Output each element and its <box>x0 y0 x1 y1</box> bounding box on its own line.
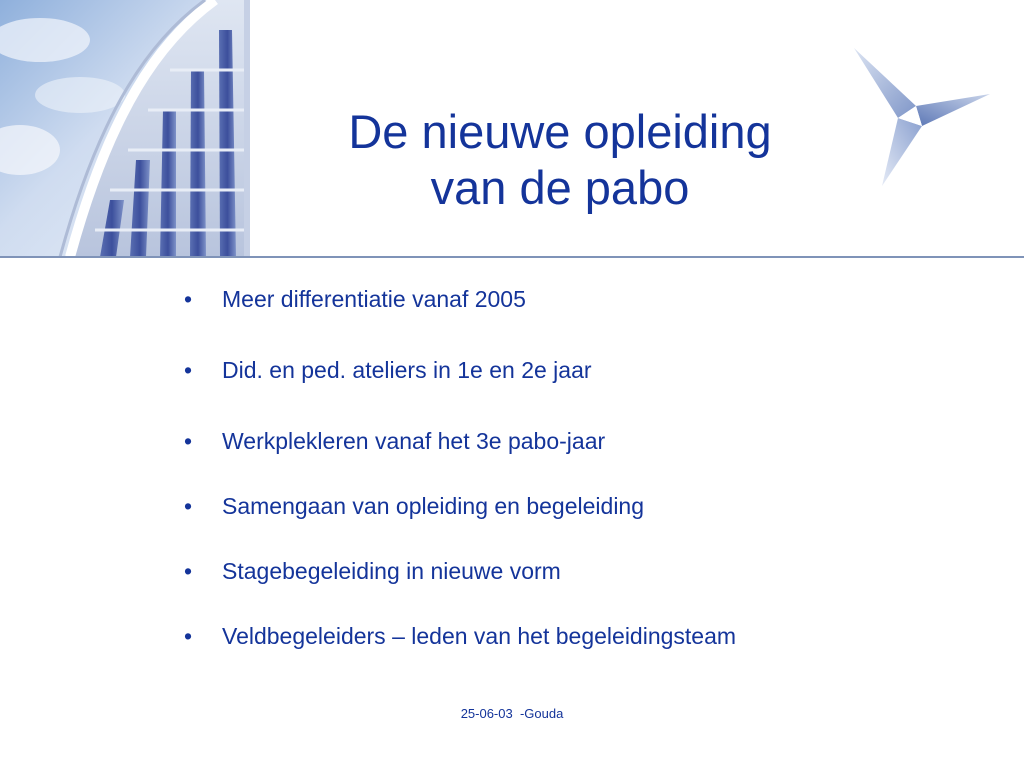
bullet-text: Werkplekleren vanaf het 3e pabo-jaar <box>222 428 606 454</box>
title-line-2: van de pabo <box>430 161 690 214</box>
bullet-text: Samengaan van opleiding en begeleiding <box>222 493 645 519</box>
bullet-text: Veldbegeleiders – leden van het begeleidingsteam <box>222 623 737 649</box>
list-item <box>180 491 644 521</box>
bullet-text: Meer differentiatie vanaf 2005 <box>222 286 526 312</box>
building-facade-icon <box>0 0 250 257</box>
tri-blade-logo-icon <box>846 44 992 190</box>
bullet-marker: • <box>184 357 193 383</box>
bullet-marker: • <box>184 493 193 519</box>
slide-footer <box>0 706 1024 721</box>
list-item <box>180 284 526 314</box>
footer-text: 25-06-03 -Gouda <box>460 706 564 721</box>
list-item <box>180 621 736 651</box>
building-facade-image <box>0 0 250 257</box>
list-item <box>180 426 605 456</box>
list-item <box>180 355 592 385</box>
bullet-marker: • <box>184 558 193 584</box>
bullet-marker: • <box>184 286 193 312</box>
bullet-marker: • <box>184 428 193 454</box>
bullet-text: Stagebegeleiding in nieuwe vorm <box>222 558 561 584</box>
list-item <box>180 556 561 586</box>
header-rule <box>0 256 1024 258</box>
bullet-text: Did. en ped. ateliers in 1e en 2e jaar <box>222 357 592 383</box>
bullet-marker: • <box>184 623 193 649</box>
slide-title <box>290 104 830 216</box>
title-line-1: De nieuwe opleiding <box>348 105 772 158</box>
